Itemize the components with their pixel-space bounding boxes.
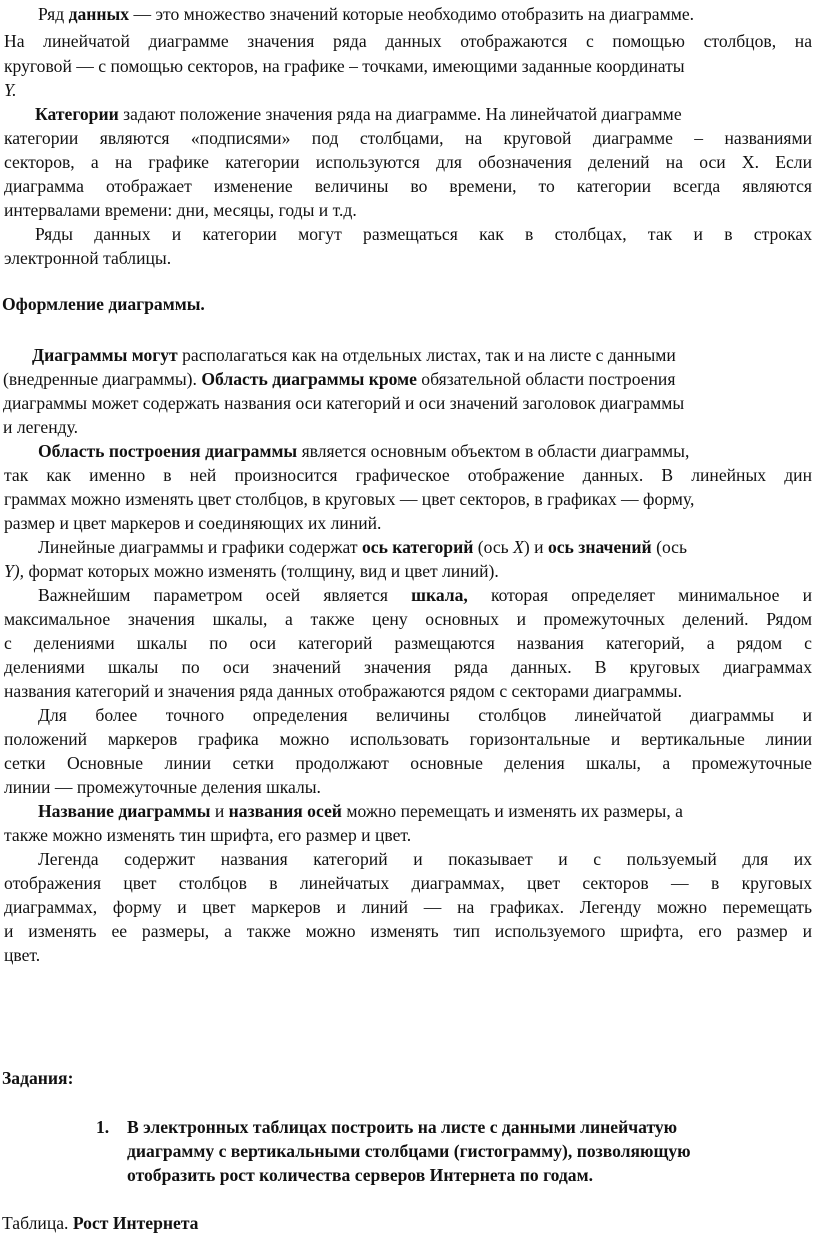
p4-line-3: диаграммы может содержать названия оси категорий и оси значений заголовок диаграммы	[3, 393, 685, 413]
p7-line-1: Важнейшим параметром осей является шкала, которая определяет минимальное и	[38, 585, 812, 605]
p8-line-3: сетки Основные линии сетки продолжают основные деления шкалы, а промежуточные	[4, 753, 812, 773]
p10-line-5: цвет.	[4, 945, 41, 965]
task-1-line-1: В электронных таблицах построить на листе с данными линейчатую	[127, 1117, 678, 1137]
p2-line-2: категории являются «подписями» под столбцами, на круговой диаграмме – названиями	[4, 128, 812, 148]
p3-line-1: Ряды данных и категории могут размещаться как в столбцах, так и в строках	[35, 224, 812, 244]
p8-line-4: линии — промежуточные деления шкалы.	[4, 777, 321, 797]
p2-line-3: секторов, а на графике категории используются для обозначения делений на оси X. Если	[4, 152, 812, 172]
p10-line-3: диаграммах, форму и цвет маркеров и линий — на графиках. Легенду можно перемещать	[4, 897, 812, 917]
p9-line-2: также можно изменять тин шрифта, его размер и цвет.	[4, 825, 412, 845]
p3-line-2: электронной таблицы.	[4, 248, 172, 268]
section-heading: Оформление диаграммы.	[2, 294, 205, 314]
p8-line-2: положений маркеров графика можно использовать горизонтальные и вертикальные линии	[4, 729, 812, 749]
p7-line-4: делениями шкалы по оси значений значения ряда данных. В круговых диаграммах	[4, 657, 812, 677]
p10-line-1: Легенда содержит названия категорий и показывает и с пользуемый для их	[38, 849, 812, 869]
task-number: 1.	[96, 1117, 110, 1137]
table-caption: Таблица. Рост Интернета	[2, 1213, 199, 1233]
p7-line-2: максимальное значения шкалы, а также цену основных и промежуточных делений. Рядом	[4, 609, 812, 629]
p5-line-1: Область построения диаграммы является основным объектом в области диаграммы,	[38, 441, 690, 461]
task-1-line-3: отобразить рост количества серверов Интернета по годам.	[127, 1165, 593, 1185]
p6-line-1: Линейные диаграммы и графики содержат ось категорий (ось X) и ось значений (ось	[38, 537, 688, 557]
p2-line-1: Категории задают положение значения ряда на диаграмме. На линейчатой диаграмме	[35, 104, 682, 124]
p2-line-5: интервалами времени: дни, месяцы, годы и т.д.	[4, 200, 357, 220]
task-1-line-2: диаграмму с вертикальными столбцами (гистограмму), позволяющую	[127, 1141, 691, 1161]
p7-line-5: названия категорий и значения ряда данных отображаются рядом с секторами диаграммы.	[4, 681, 682, 701]
p10-line-4: и изменять ее размеры, а также можно изменять тип используемого шрифта, его размер и	[4, 921, 812, 941]
p5-line-4: размер и цвет маркеров и соединяющих их линий.	[4, 513, 382, 533]
tasks-heading: Задания:	[2, 1068, 74, 1088]
p9-line-1: Название диаграммы и названия осей можно перемещать и изменять их размеры, а	[38, 801, 683, 821]
p4-line-2: (внедренные диаграммы). Область диаграммы кроме обязательной области построения	[3, 369, 676, 389]
p4-line-1: Диаграммы могут располагаться как на отдельных листах, так и на листе с данными	[32, 345, 676, 365]
p2-line-4: диаграмма отображает изменение величины во времени, то категории всегда являются	[4, 176, 812, 196]
p1-line-3: круговой — с помощью секторов, на графике – точками, имеющими заданные координаты	[4, 56, 685, 76]
p1-line-2: На линейчатой диаграмме значения ряда данных отображаются с помощью столбцов, на	[4, 31, 812, 51]
p4-line-4: и легенду.	[3, 417, 78, 437]
p6-line-2: Y), формат которых можно изменять (толщину, вид и цвет линий).	[4, 561, 499, 581]
p5-line-3: граммах можно изменять цвет столбцов, в круговых — цвет секторов, в графиках — форму,	[4, 489, 695, 509]
p7-line-3: с делениями шкалы по оси категорий размещаются названия категорий, а рядом с	[4, 633, 812, 653]
p1-line-1: Ряд данных — это множество значений которые необходимо отобразить на диаграмме.	[38, 4, 695, 24]
p8-line-1: Для более точного определения величины столбцов линейчатой диаграммы и	[38, 705, 812, 725]
p1-line-4: Y.	[4, 80, 17, 100]
p10-line-2: отображения цвет столбцов в линейчатых диаграммах, цвет секторов — в круговых	[4, 873, 812, 893]
p5-line-2: так как именно в ней произносится графическое отображение данных. В линейных дин	[4, 465, 812, 485]
